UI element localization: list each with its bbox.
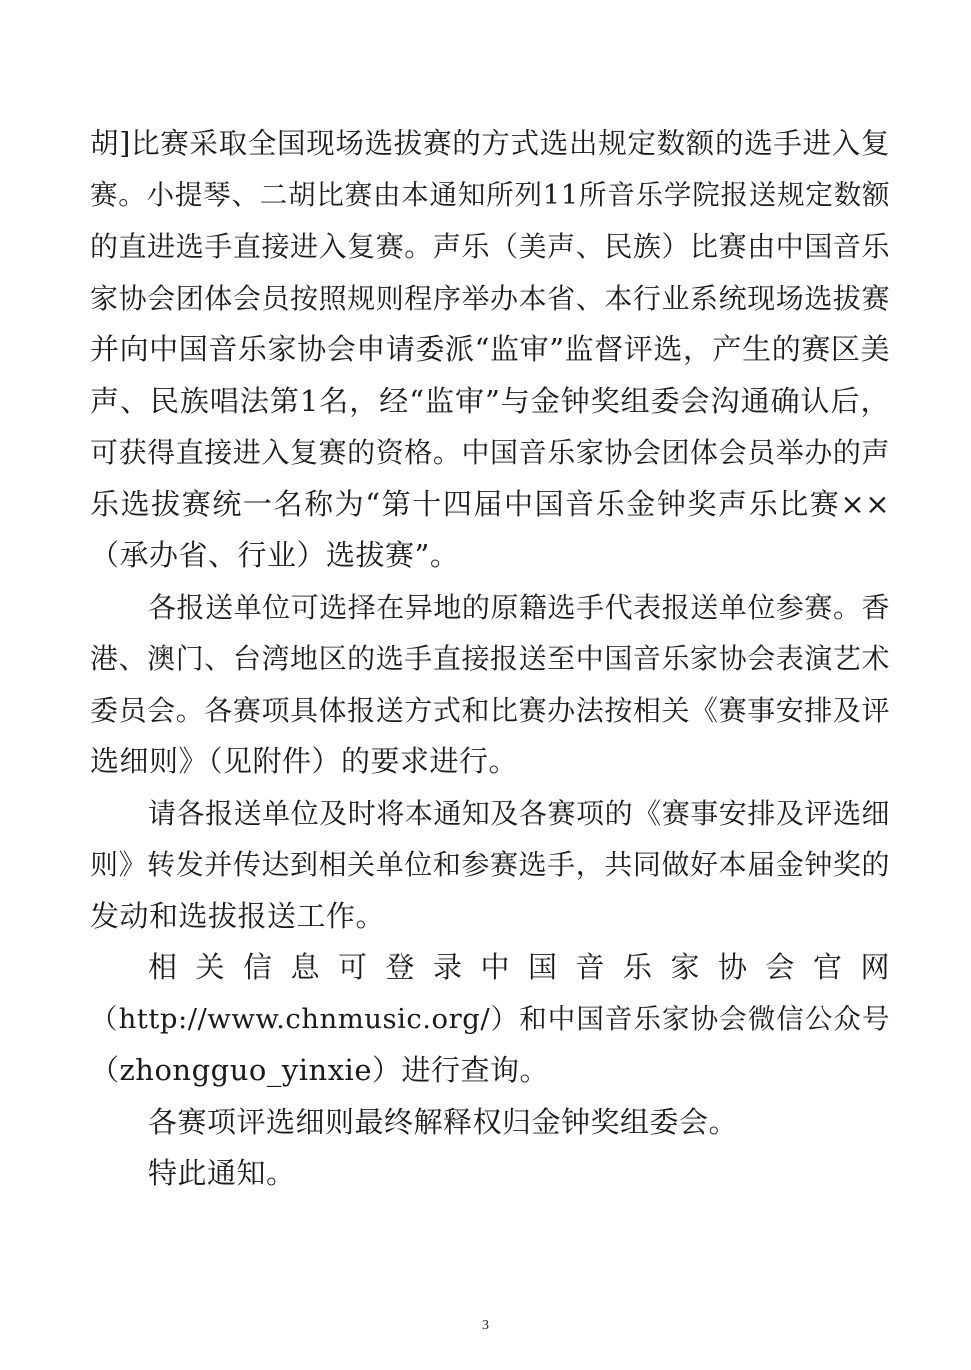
text-line: （zhongguo_yinxie）进行查询。: [90, 1053, 549, 1087]
text-line: 选细则》（见附件）的要求进行。: [90, 744, 519, 778]
text-line: （http://www.chnmusic.org/）和中国音乐家协会微信公众号: [90, 1002, 890, 1035]
text-line: 可获得直接进入复赛的资格。中国音乐家协会团体会员举办的声: [90, 436, 890, 469]
text-line: 委员会。各赛项具体报送方式和比赛办法按相关《赛事安排及评: [90, 693, 890, 727]
page-number: 3: [482, 1318, 489, 1333]
text-line: 则》转发并传达到相关单位和参赛选手，共同做好本届金钟奖的: [90, 848, 890, 881]
text-line: 声、民族唱法第1名，经“监审”与金钟奖组委会沟通确认后，: [90, 383, 890, 418]
paragraph-first-line: 请各报送单位及时将本通知及各赛项的《赛事安排及评选细: [148, 796, 890, 830]
paragraph-first-line: 相关信息可登录中国音乐家协会官网: [148, 950, 890, 984]
text-line: 家协会团体会员按照规则程序举办本省、本行业系统现场选拔赛: [90, 281, 890, 315]
paragraph-first-line: 各赛项评选细则最终解释权归金钟奖组委会。: [148, 1104, 739, 1139]
paragraph-first-line: 特此通知。: [148, 1156, 296, 1190]
text-line: 并向中国音乐家协会申请委派“监审”监督评选，产生的赛区美: [90, 332, 890, 366]
text-line: 港、澳门、台湾地区的选手直接报送至中国音乐家协会表演艺术: [90, 642, 890, 675]
text-line: 赛。小提琴、二胡比赛由本通知所列11所音乐学院报送规定数额: [90, 178, 890, 211]
text-line: 的直进选手直接进入复赛。声乐（美声、民族）比赛由中国音乐: [90, 230, 890, 263]
text-line: （承办省、行业）选拔赛”。: [90, 538, 460, 572]
paragraph-first-line: 各报送单位可选择在异地的原籍选手代表报送单位参赛。香: [148, 590, 890, 624]
text-line: 发动和选拔报送工作。: [90, 898, 386, 933]
text-line: 胡]比赛采取全国现场选拔赛的方式选出规定数额的选手进入复: [90, 127, 890, 160]
text-line: 乐选拔赛统一名称为“第十四届中国音乐金钟奖声乐比赛××: [90, 486, 890, 521]
document-body: [90, 118, 890, 1200]
